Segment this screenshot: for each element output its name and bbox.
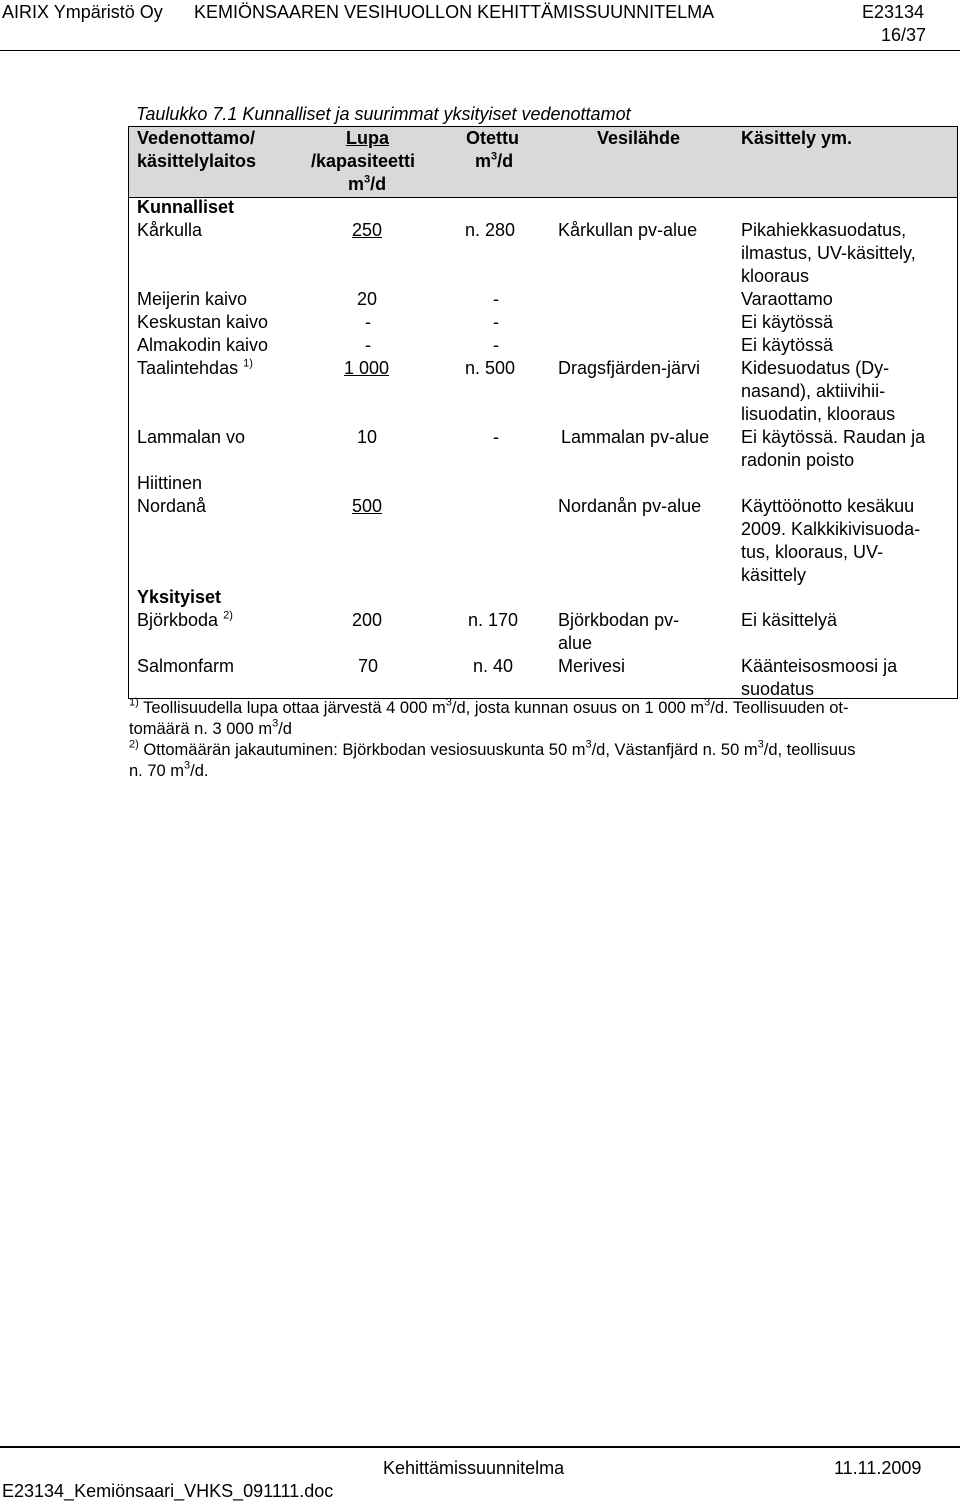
row-treatment-1: Käänteisosmoosi ja [741,656,898,676]
row-lupa: 20 [357,289,378,309]
row-otettu: n. 40 [473,656,514,676]
row-lupa: 200 [352,610,383,630]
row-treatment-3: lisuodatin, klooraus [741,404,896,424]
header-col3-line1: Otettu [466,128,519,148]
row-name: Taalintehdas $^{1)}$ [137,357,253,378]
row-otettu: n. 500 [465,358,516,378]
footnote-2-line2: n. 70 $m^3/d$. [129,759,209,780]
row-otettu: - [493,427,499,447]
row-treatment-2: radonin poisto [741,450,855,470]
row-lupa: 1 000 [344,358,390,378]
row-otettu: n. 170 [468,610,519,630]
row-name: Björkboda $^{2)}$ [137,609,233,630]
row-treatment-1: Varaottamo [741,289,833,309]
row-lupa: 70 [358,656,379,676]
row-treatment-1: Ei käytössä [741,335,834,355]
footnote-1-line1: $^{1)}$ Teollisuudella lupa ottaa järvestä 4 000 $m^3/d$, josta kunnan osuus on 1 000 $m^3/d$. Teollisuuden ot- [129,696,849,717]
header-divider [0,50,960,51]
table-caption: Taulukko 7.1 Kunnalliset ja suurimmat yksityiset vedenottamot [136,104,631,124]
row-treatment-1: Ei käsittelyä [741,610,838,630]
footnote-1-line2: tomäärä n. 3 000 $m^3/d$ [129,717,292,738]
row-source-2: alue [558,633,593,653]
header-col4: Vesilähde [597,128,681,148]
header-col3-line2: $m^3/d$ [475,150,514,171]
row-treatment-1: Pikahiekkasuodatus, [741,220,907,240]
footnote-2-line1: $^{2)}$ Ottomäärän jakautuminen: Björkbodan vesiosuuskunta 50 $m^3/d$, Västanfjärd n. 50 $m^3/d$, teollisuus [129,738,856,759]
row-source: Nordanån pv-alue [558,496,702,516]
footer-divider [0,1446,960,1448]
footer-doc-type: Kehittämissuunnitelma [383,1458,565,1478]
row-otettu: - [493,335,499,355]
row-source-1: Björkbodan pv- [558,610,680,630]
row-treatment-2: nasand), aktiivihii- [741,381,886,401]
row-otettu: - [493,312,499,332]
row-lupa: 10 [357,427,378,447]
row-treatment-1: Ei käytössä. Raudan ja [741,427,926,447]
row-name: Salmonfarm [137,656,235,676]
footer-date: 11.11.2009 [834,1458,922,1478]
row-treatment-1: Kidesuodatus (Dy- [741,358,890,378]
row-source: Dragsfjärden-järvi [558,358,701,378]
row-source: Kårkullan pv-alue [558,220,698,240]
section-kunnalliset: Kunnalliset [137,197,235,217]
row-treatment-2: ilmastus, UV-käsittely, [741,243,916,263]
row-source: Lammalan pv-alue [561,427,710,447]
footer-filename: E23134_Kemiönsaari_VHKS_091111.doc [2,1481,334,1501]
header-col2-line3: $m^3/d$ [348,173,387,194]
row-treatment-2: suodatus [741,679,815,699]
row-name: Lammalan vo [137,427,246,447]
header-col5: Käsittely ym. [741,128,853,148]
section-yksityiset: Yksityiset [137,587,222,607]
section-hiittinen: Hiittinen [137,473,203,493]
row-name: Kårkulla [137,220,203,240]
page-number: 16/37 [881,25,927,45]
row-name: Keskustan kaivo [137,312,269,332]
row-treatment-4: käsittely [741,565,807,585]
row-treatment-3: tus, klooraus, UV- [741,542,884,562]
row-lupa: - [365,335,371,355]
row-lupa: 250 [352,220,383,240]
row-name: Nordanå [137,496,207,516]
company-name: AIRIX Ympäristö Oy [2,2,163,22]
row-source: Merivesi [558,656,626,676]
header-col2-line1: Lupa [346,128,389,148]
row-lupa: - [365,312,371,332]
row-treatment-1: Ei käytössä [741,312,834,332]
row-otettu: n. 280 [465,220,516,240]
header-col1-line1: Vedenottamo/ [137,128,256,148]
project-code: E23134 [862,2,925,22]
row-lupa: 500 [352,496,383,516]
row-name: Meijerin kaivo [137,289,248,309]
row-treatment-3: klooraus [741,266,810,286]
header-col2-line2: /kapasiteetti [311,151,416,171]
row-treatment-2: 2009. Kalkkikivisuoda- [741,519,921,539]
row-treatment-1: Käyttöönotto kesäkuu [741,496,915,516]
header-col1-line2: käsittelylaitos [137,151,257,171]
row-otettu: - [493,289,499,309]
document-title: KEMIÖNSAAREN VESIHUOLLON KEHITTÄMISSUUNNITELMA [194,2,715,22]
row-name: Almakodin kaivo [137,335,269,355]
